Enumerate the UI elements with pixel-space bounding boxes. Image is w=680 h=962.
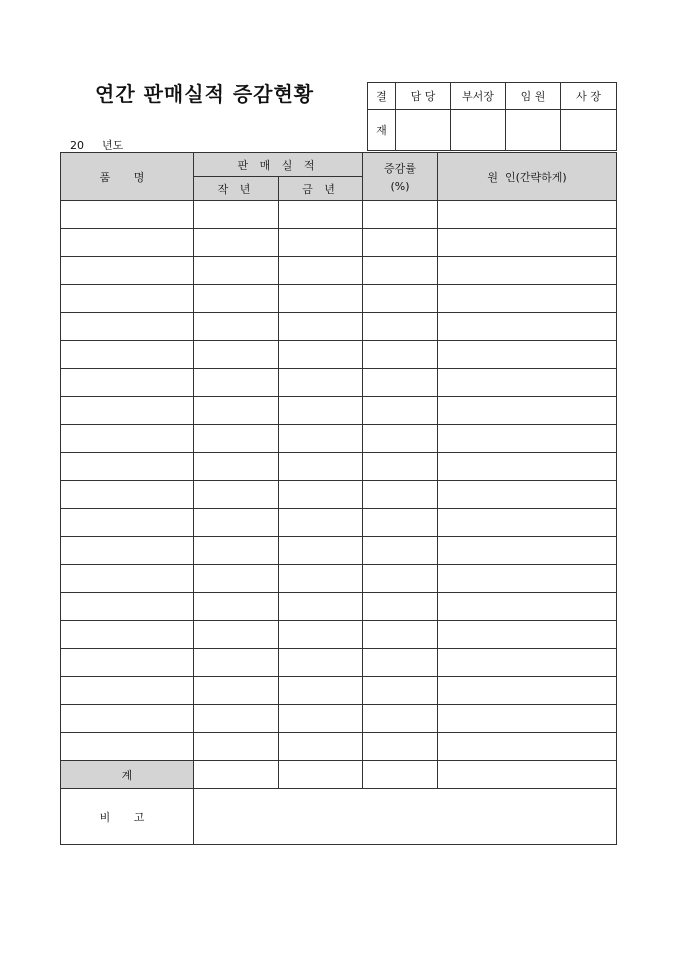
- item-cell[interactable]: [61, 229, 194, 257]
- table-row: [61, 257, 617, 285]
- this-year-cell[interactable]: [279, 705, 363, 733]
- table-row: [61, 593, 617, 621]
- reason-cell[interactable]: [438, 733, 617, 761]
- year-label: [70, 137, 123, 153]
- reason-cell[interactable]: [438, 593, 617, 621]
- sales-table: [60, 152, 617, 845]
- reason-cell[interactable]: [438, 369, 617, 397]
- rate-cell[interactable]: [363, 593, 438, 621]
- approval-label-bottom: 재: [368, 110, 396, 151]
- item-cell[interactable]: [61, 341, 194, 369]
- reason-cell[interactable]: [438, 481, 617, 509]
- prev-year-cell[interactable]: [194, 649, 279, 677]
- table-row: [61, 453, 617, 481]
- approval-role: 담 당: [396, 83, 451, 110]
- reason-cell[interactable]: [438, 509, 617, 537]
- approval-role: 임 원: [506, 83, 561, 110]
- year-suffix: 년도: [102, 139, 124, 152]
- prev-year-cell[interactable]: [194, 425, 279, 453]
- table-row: [61, 201, 617, 229]
- table-row: [61, 369, 617, 397]
- this-year-cell[interactable]: [279, 733, 363, 761]
- item-cell[interactable]: [61, 257, 194, 285]
- rate-cell[interactable]: [363, 705, 438, 733]
- header-item: 품 명: [61, 153, 194, 201]
- rate-cell[interactable]: [363, 313, 438, 341]
- prev-year-cell[interactable]: [194, 481, 279, 509]
- this-year-cell[interactable]: [279, 341, 363, 369]
- item-cell[interactable]: [61, 537, 194, 565]
- table-row: [61, 677, 617, 705]
- rate-cell[interactable]: [363, 565, 438, 593]
- prev-year-cell[interactable]: [194, 229, 279, 257]
- this-year-cell[interactable]: [279, 285, 363, 313]
- signature-box[interactable]: [396, 110, 451, 151]
- item-cell[interactable]: [61, 481, 194, 509]
- this-year-cell[interactable]: [279, 621, 363, 649]
- prev-year-cell[interactable]: [194, 537, 279, 565]
- reason-cell[interactable]: [438, 565, 617, 593]
- header-rate: 증감률 (%): [363, 153, 438, 201]
- item-cell[interactable]: [61, 733, 194, 761]
- reason-cell[interactable]: [438, 453, 617, 481]
- prev-year-cell[interactable]: [194, 705, 279, 733]
- remarks-label: 비 고: [61, 789, 194, 845]
- table-row: [61, 313, 617, 341]
- reason-cell[interactable]: [438, 341, 617, 369]
- prev-year-cell[interactable]: [194, 733, 279, 761]
- item-cell[interactable]: [61, 397, 194, 425]
- table-row: [61, 621, 617, 649]
- prev-year-cell[interactable]: [194, 453, 279, 481]
- this-year-cell[interactable]: [279, 313, 363, 341]
- rate-cell[interactable]: [363, 621, 438, 649]
- rate-cell[interactable]: [363, 509, 438, 537]
- prev-year-cell[interactable]: [194, 677, 279, 705]
- rate-cell[interactable]: [363, 369, 438, 397]
- reason-cell[interactable]: [438, 285, 617, 313]
- approval-role: 부서장: [451, 83, 506, 110]
- signature-box[interactable]: [506, 110, 561, 151]
- header-sales: 판 매 실 적: [194, 153, 363, 177]
- rate-cell[interactable]: [363, 341, 438, 369]
- rate-cell[interactable]: [363, 453, 438, 481]
- table-row: [61, 733, 617, 761]
- this-year-cell[interactable]: [279, 593, 363, 621]
- rate-cell[interactable]: [363, 201, 438, 229]
- signature-box[interactable]: [561, 110, 617, 151]
- rate-cell[interactable]: [363, 733, 438, 761]
- reason-cell[interactable]: [438, 201, 617, 229]
- remarks-field[interactable]: [194, 789, 617, 845]
- this-year-cell[interactable]: [279, 201, 363, 229]
- header-prev-year: 작 년: [194, 177, 279, 201]
- signature-box[interactable]: [451, 110, 506, 151]
- header-this-year: 금 년: [279, 177, 363, 201]
- total-cell[interactable]: [279, 761, 363, 789]
- this-year-cell[interactable]: [279, 677, 363, 705]
- item-cell[interactable]: [61, 285, 194, 313]
- rate-cell[interactable]: [363, 481, 438, 509]
- reason-cell[interactable]: [438, 425, 617, 453]
- prev-year-cell[interactable]: [194, 341, 279, 369]
- this-year-cell[interactable]: [279, 397, 363, 425]
- item-cell[interactable]: [61, 621, 194, 649]
- table-row: [61, 565, 617, 593]
- rate-cell[interactable]: [363, 285, 438, 313]
- approval-label-top: 결: [368, 83, 396, 110]
- item-cell[interactable]: [61, 201, 194, 229]
- this-year-cell[interactable]: [279, 425, 363, 453]
- prev-year-cell[interactable]: [194, 285, 279, 313]
- rate-cell[interactable]: [363, 257, 438, 285]
- table-row: [61, 425, 617, 453]
- prev-year-cell[interactable]: [194, 257, 279, 285]
- item-cell[interactable]: [61, 565, 194, 593]
- prev-year-cell[interactable]: [194, 201, 279, 229]
- item-cell[interactable]: [61, 677, 194, 705]
- rate-cell[interactable]: [363, 537, 438, 565]
- item-cell[interactable]: [61, 453, 194, 481]
- this-year-cell[interactable]: [279, 565, 363, 593]
- prev-year-cell[interactable]: [194, 369, 279, 397]
- table-row: [61, 537, 617, 565]
- reason-cell[interactable]: [438, 397, 617, 425]
- total-cell[interactable]: [438, 761, 617, 789]
- total-label: 계: [61, 761, 194, 789]
- prev-year-cell[interactable]: [194, 565, 279, 593]
- reason-cell[interactable]: [438, 229, 617, 257]
- item-cell[interactable]: [61, 593, 194, 621]
- reason-cell[interactable]: [438, 537, 617, 565]
- header-reason: 원 인(간략하게): [438, 153, 617, 201]
- reason-cell[interactable]: [438, 621, 617, 649]
- prev-year-cell[interactable]: [194, 313, 279, 341]
- reason-cell[interactable]: [438, 705, 617, 733]
- this-year-cell[interactable]: [279, 257, 363, 285]
- rate-cell[interactable]: [363, 229, 438, 257]
- reason-cell[interactable]: [438, 313, 617, 341]
- approval-role: 사 장: [561, 83, 617, 110]
- reason-cell[interactable]: [438, 677, 617, 705]
- this-year-cell[interactable]: [279, 369, 363, 397]
- prev-year-cell[interactable]: [194, 621, 279, 649]
- rate-cell[interactable]: [363, 649, 438, 677]
- table-row: [61, 341, 617, 369]
- table-row: [61, 509, 617, 537]
- rate-cell[interactable]: [363, 397, 438, 425]
- prev-year-cell[interactable]: [194, 509, 279, 537]
- item-cell[interactable]: [61, 705, 194, 733]
- total-cell[interactable]: [363, 761, 438, 789]
- table-row: [61, 397, 617, 425]
- this-year-cell[interactable]: [279, 453, 363, 481]
- reason-cell[interactable]: [438, 257, 617, 285]
- item-cell[interactable]: [61, 649, 194, 677]
- table-row: [61, 481, 617, 509]
- table-row: [61, 229, 617, 257]
- item-cell[interactable]: [61, 509, 194, 537]
- item-cell[interactable]: [61, 425, 194, 453]
- reason-cell[interactable]: [438, 649, 617, 677]
- prev-year-cell[interactable]: [194, 593, 279, 621]
- this-year-cell[interactable]: [279, 229, 363, 257]
- total-cell[interactable]: [194, 761, 279, 789]
- page-title: 연간 판매실적 증감현황: [95, 82, 315, 106]
- this-year-cell[interactable]: [279, 509, 363, 537]
- rate-cell[interactable]: [363, 425, 438, 453]
- item-cell[interactable]: [61, 313, 194, 341]
- year-prefix: 20: [70, 139, 84, 152]
- table-row: [61, 649, 617, 677]
- rate-cell[interactable]: [363, 677, 438, 705]
- prev-year-cell[interactable]: [194, 397, 279, 425]
- item-cell[interactable]: [61, 369, 194, 397]
- this-year-cell[interactable]: [279, 649, 363, 677]
- table-row: [61, 285, 617, 313]
- this-year-cell[interactable]: [279, 537, 363, 565]
- this-year-cell[interactable]: [279, 481, 363, 509]
- approval-box: [367, 82, 617, 151]
- table-row: [61, 705, 617, 733]
